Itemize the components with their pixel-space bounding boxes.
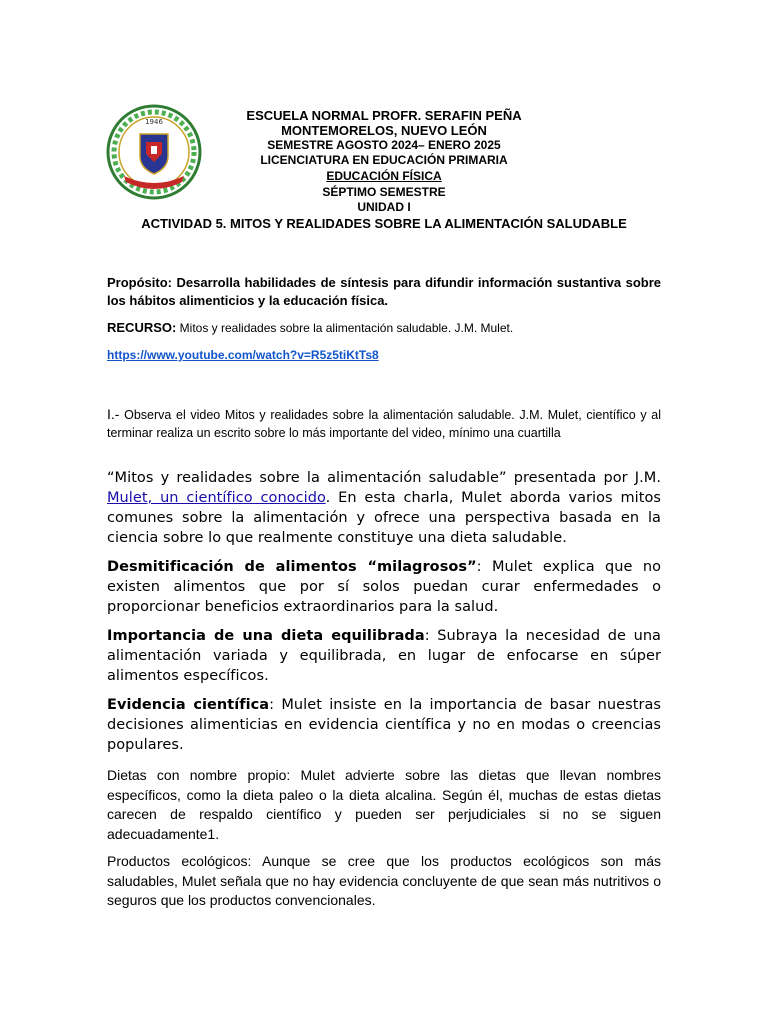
section-title: Evidencia científica bbox=[107, 697, 270, 713]
purpose-paragraph bbox=[107, 274, 661, 310]
semester-dates: SEMESTRE AGOSTO 2024– ENERO 2025 bbox=[267, 138, 501, 152]
section-text: : Mulet explica que no existen alimentos que por sí solos puedan curar enfermedades o proporcionar beneficios extraordinarios para la salud. bbox=[107, 559, 661, 615]
section-dieta-equilibrada bbox=[107, 626, 661, 686]
intro-text-end: . En esta charla, Mulet aborda varios mitos comunes sobre la alimentación y ofrece una perspectiva basada en la ciencia sobre lo que realmente constituye una dieta saludable. bbox=[107, 490, 661, 546]
video-link[interactable]: https://www.youtube.com/watch?v=R5z5tiKtTs8 bbox=[107, 348, 379, 362]
subject-name: EDUCACIÓN FÍSICA bbox=[326, 169, 442, 183]
semester-name: SÉPTIMO SEMESTRE bbox=[322, 185, 446, 199]
degree-name: LICENCIATURA EN EDUCACIÓN PRIMARIA bbox=[260, 153, 508, 167]
section-text: : Mulet insiste en la importancia de basar nuestras decisiones alimenticias en evidencia científica y no en modas o creencias populares. bbox=[107, 697, 662, 753]
intro-text-start: “Mitos y realidades sobre la alimentación saludable” presentada por J.M. bbox=[107, 470, 661, 486]
activity-title: ACTIVIDAD 5. MITOS Y REALIDADES SOBRE LA ALIMENTACIÓN SALUDABLE bbox=[141, 216, 627, 231]
svg-text:1946: 1946 bbox=[145, 118, 163, 126]
city-name: MONTEMORELOS, NUEVO LEÓN bbox=[281, 123, 487, 138]
author-link[interactable]: Mulet, un científico conocido bbox=[107, 490, 326, 506]
school-name: ESCUELA NORMAL PROFR. SERAFIN PEÑA bbox=[246, 108, 522, 123]
instruction-number: I.- bbox=[107, 406, 120, 422]
paragraph-ecologicos: Productos ecológicos: Aunque se cree que los productos ecológicos son más saludables, Mulet señala que no hay evidencia concluyente de que sean más nutritivos o seguros que los productos convencionales. bbox=[107, 853, 661, 908]
resource-label: RECURSO: bbox=[107, 320, 177, 335]
section-title: Importancia de una dieta equilibrada bbox=[107, 628, 425, 644]
paragraph-dietas: Dietas con nombre propio: Mulet advierte sobre las dietas que llevan nombres específicos, como la dieta paleo o la dieta alcalina. Según él, muchas de estas dietas carecen de respaldo científico y pueden ser perjudiciales si no se siguen adecuadamente1. bbox=[107, 767, 661, 842]
section-milagrosos bbox=[107, 557, 661, 617]
purpose-text: Desarrolla habilidades de síntesis para difundir información sustantiva sobre los hábitos alimenticios y la educación física. bbox=[107, 275, 661, 308]
unit-name: UNIDAD I bbox=[357, 200, 411, 214]
instruction-text: Observa el video Mitos y realidades sobre la alimentación saludable. J.M. Mulet, científico y al terminar realiza un escrito sobre lo más importante del video, mínimo una cuartilla bbox=[107, 408, 661, 440]
section-title: Desmitificación de alimentos “milagrosos” bbox=[107, 559, 477, 575]
purpose-label: Propósito: bbox=[107, 275, 172, 290]
resource-text: Mitos y realidades sobre la alimentación saludable. J.M. Mulet. bbox=[176, 321, 514, 335]
intro-paragraph bbox=[107, 468, 661, 548]
resource-paragraph bbox=[107, 320, 661, 336]
section-evidencia bbox=[107, 695, 661, 755]
document-header bbox=[100, 108, 668, 232]
instruction-paragraph bbox=[107, 405, 661, 442]
section-text: : Subraya la necesidad de una alimentación variada y equilibrada, en lugar de enfocarse en súper alimentos específicos. bbox=[107, 628, 661, 684]
